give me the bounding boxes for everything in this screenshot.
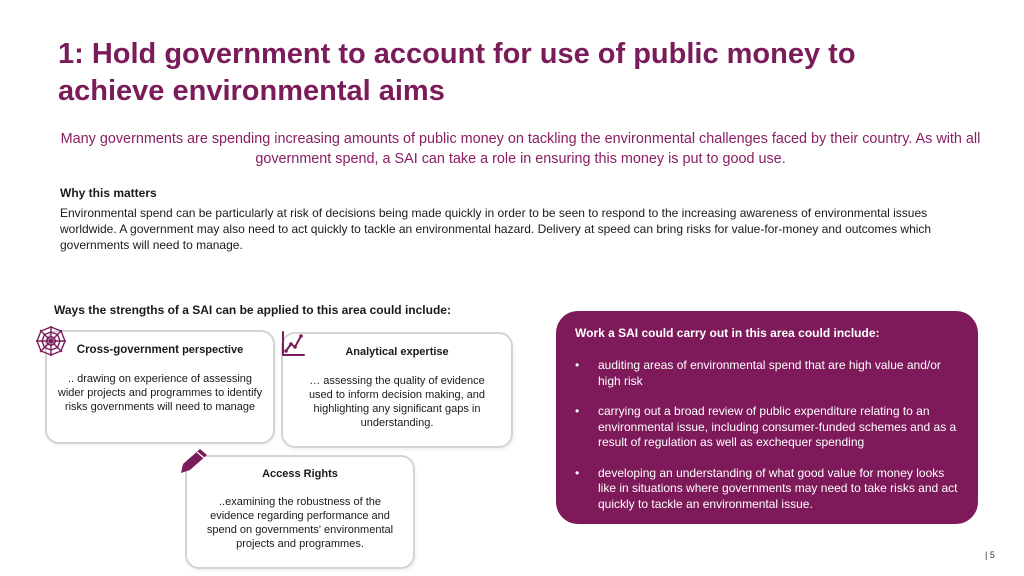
- pen-icon: [180, 448, 208, 474]
- list-item: [575, 466, 960, 513]
- card-analytical-expertise: [281, 332, 513, 448]
- card-access-body: ..examining the robustness of the evidence regarding performance and spend on governments' environmental projects and programmes.: [206, 496, 394, 550]
- card-cross-government: [45, 330, 275, 444]
- work-item-text: developing an understanding of what good value for money looks like in situations where governments may need to take risks and act quickly to tackle an environmental issue.: [598, 465, 958, 511]
- card-cross-title-bold: Cross-government: [76, 344, 180, 356]
- page-number: | 5: [985, 550, 995, 560]
- chart-icon: [281, 331, 305, 357]
- list-item: [575, 404, 960, 451]
- bullet: •: [575, 358, 580, 372]
- why-body: Environmental spend can be particularly at risk of decisions being made quickly in order to be seen to respond to the increasing awareness of environmental issues worldwide. A government may also need to act quickly to tackle an environmental hazard. Delivery at speed can bring risks for value-for-money and outcomes which governments will need to manage.: [60, 206, 932, 252]
- work-item-text: carrying out a broad review of public expenditure relating to an environmental issue, including consumer-funded schemes and as a result of regulation as well as exchequer spending: [598, 404, 957, 449]
- card-cross-government-title: [47, 344, 273, 356]
- ways-heading: Ways the strengths of a SAI can be applied to this area could include:: [54, 303, 451, 317]
- work-panel: [556, 311, 978, 524]
- card-cross-government-body: .. drawing on experience of assessing wider projects and programmes to identify risks governments will need to manage: [57, 373, 263, 413]
- list-item: [575, 358, 960, 389]
- work-panel-title: Work a SAI could carry out in this area could include:: [575, 326, 880, 340]
- work-item-text: auditing areas of environmental spend that are high value and/or high risk: [598, 358, 941, 388]
- bullet: •: [575, 404, 580, 418]
- bullet: •: [575, 465, 580, 480]
- work-list: [575, 358, 960, 527]
- card-access-rights: [185, 455, 415, 569]
- card-analytical-body: … assessing the quality of evidence used to inform decision making, and highlighting any significant gaps in understanding.: [308, 375, 486, 429]
- card-access-title: Access Rights: [262, 468, 338, 480]
- intro-text: Many governments are spending increasing amounts of public money on tackling the environmental challenges faced by their country. As with all government spend, a SAI can take a role in ensuring this money is put to good use.: [60, 131, 981, 167]
- card-cross-title-rest: perspective: [179, 344, 244, 356]
- why-heading: Why this matters: [60, 186, 157, 200]
- page-title: 1: Hold government to account for use of public money to achieve environmental aims: [58, 38, 856, 107]
- web-icon: [35, 325, 67, 357]
- card-analytical-title: Analytical expertise: [345, 346, 449, 358]
